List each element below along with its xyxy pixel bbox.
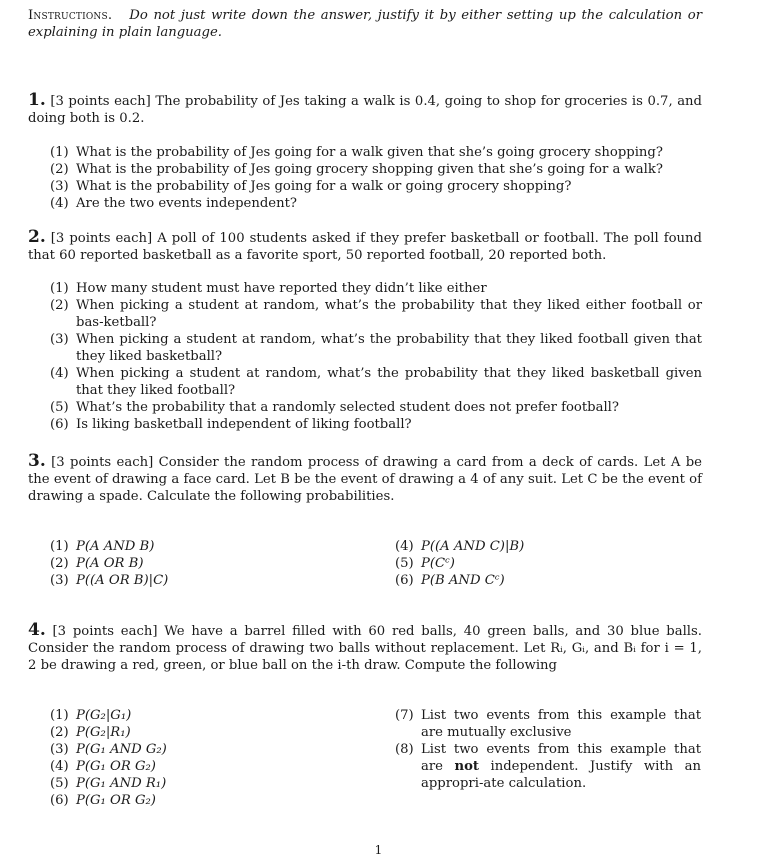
question-3-items-right xyxy=(395,538,695,589)
instructions xyxy=(28,7,702,41)
list-item: (1) P(A AND B) xyxy=(50,539,155,554)
list-item: (3) P(G₁ AND G₂) xyxy=(50,742,167,757)
question-2-items xyxy=(50,280,702,433)
question-4-items-left xyxy=(50,707,370,809)
question-points: [3 points each] xyxy=(51,455,154,470)
list-item: (4) Are the two events independent? xyxy=(50,196,297,211)
list-item: (2) What is the probability of Jes going grocery shopping given that she’s going for a walk? xyxy=(50,162,663,177)
list-item: (6) Is liking basketball independent of liking football? xyxy=(50,417,412,432)
instructions-label: Instructions. xyxy=(28,8,113,23)
question-points: [3 points each] xyxy=(50,94,151,109)
list-item: (1) How many student must have reported they didn’t like either xyxy=(50,281,487,296)
question-3-items-left xyxy=(50,538,370,589)
question-text: A poll of 100 students asked if they prefer basketball or football. The poll found that 60 reported basketball as a favorite sport, 50 reported football, 20 reported both. xyxy=(28,231,702,263)
list-item: (2) When picking a student at random, what’s the probability that they liked either football or bas-ketball? xyxy=(50,298,702,330)
question-text: We have a barrel filled with 60 red balls, 40 green balls, and 30 blue balls. Consider the random process of drawing two balls without replacement. Let Rᵢ, Gᵢ, and Bᵢ for i = 1, 2 be drawing a red, green, or blue ball on the i-th draw. Compute the following xyxy=(28,624,702,673)
question-text: The probability of Jes taking a walk is 0.4, going to shop for groceries is 0.7, and doing both is 0.2. xyxy=(28,94,702,126)
list-item: (7) List two events from this example that are mutually exclusive xyxy=(395,708,701,740)
question-1-items xyxy=(50,144,674,212)
question-4-items-right xyxy=(395,707,701,792)
list-item: (1) P(G₂|G₁) xyxy=(50,708,132,723)
question-points: [3 points each] xyxy=(50,231,153,246)
question-number: 4. xyxy=(28,620,46,640)
list-item: (3) P((A OR B)|C) xyxy=(50,573,169,588)
question-2 xyxy=(28,229,702,264)
list-item: (4) When picking a student at random, what’s the probability that they liked basketball given that they liked football? xyxy=(50,366,702,398)
list-item: (4) P((A AND C)|B) xyxy=(395,539,525,554)
question-number: 2. xyxy=(28,227,46,247)
question-3 xyxy=(28,453,702,505)
list-item: (8) List two events from this example that are not independent. Justify with an appropri-ate calculation. xyxy=(395,742,701,791)
page-number: 1 xyxy=(374,843,383,857)
list-item: (5) P(Cᶜ) xyxy=(395,556,455,571)
list-item: (6) P(G₁ OR G₂) xyxy=(50,793,156,808)
question-number: 3. xyxy=(28,451,46,471)
list-item: (3) What is the probability of Jes going for a walk or going grocery shopping? xyxy=(50,179,572,194)
list-item: (3) When picking a student at random, what’s the probability that they liked football given that they liked basketball? xyxy=(50,332,702,364)
question-1 xyxy=(28,92,702,127)
question-points: [3 points each] xyxy=(52,624,158,639)
list-item: (1) What is the probability of Jes going for a walk given that she’s going grocery shopping? xyxy=(50,145,663,160)
list-item: (6) P(B AND Cᶜ) xyxy=(395,573,505,588)
list-item: (5) P(G₁ AND R₁) xyxy=(50,776,167,791)
list-item: (2) P(G₂|R₁) xyxy=(50,725,131,740)
question-number: 1. xyxy=(28,90,46,110)
list-item: (2) P(A OR B) xyxy=(50,556,144,571)
list-item: (5) What’s the probability that a randomly selected student does not prefer football? xyxy=(50,400,619,415)
question-4 xyxy=(28,622,702,674)
instructions-text: Do not just write down the answer, justify it by either setting up the calculation or explaining in plain language. xyxy=(28,8,702,40)
list-item: (4) P(G₁ OR G₂) xyxy=(50,759,156,774)
question-text: Consider the random process of drawing a card from a deck of cards. Let A be the event of drawing a face card. Let B be the event of drawing a 4 of any suit. Let C be the event of drawing a spade. Calculate the following probabilities. xyxy=(28,455,702,504)
